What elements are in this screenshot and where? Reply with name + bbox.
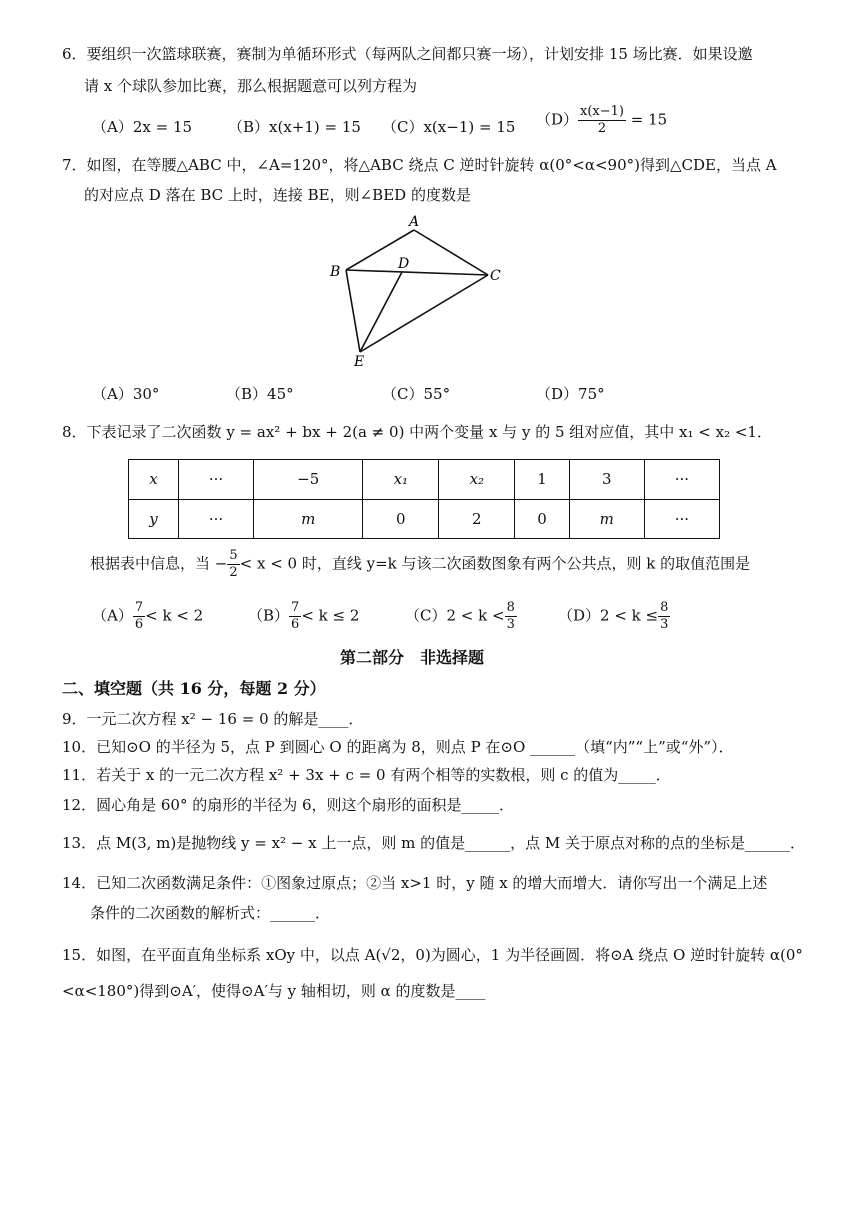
table-cell: m (569, 499, 644, 539)
q8-line2-pre: 根据表中信息，当 − (90, 554, 228, 573)
q8-line2-post: < x < 0 时，直线 y=k 与该二次函数图象有两个公共点，则 k 的取值范围是 (239, 554, 751, 573)
q15-line1: 15．如图，在平面直角坐标系 xOy 中，以点 A(√2，0)为圆心，1 为半径画圆．将⊙A 绕点 O 逆时针旋转 α(0° (62, 946, 803, 964)
q15-line2: <α<180°)得到⊙A′，使得⊙A′与 y 轴相切，则 α 的度数是____ (62, 982, 486, 1000)
point-label-c: C (490, 268, 501, 284)
option-fraction (289, 600, 301, 633)
option-fraction (133, 600, 145, 633)
fraction-numerator: 8 (506, 600, 515, 615)
table-cell: −5 (254, 460, 363, 500)
q8-value-table (128, 459, 720, 539)
q13: 13．点 M(3, m)是抛物线 y = x² − x 上一点，则 m 的值是______，点 M 关于原点对称的点的坐标是______． (62, 834, 806, 852)
table-cell: x (129, 460, 179, 500)
table-cell: y (129, 499, 179, 539)
fraction-numerator: 7 (291, 600, 300, 615)
q8-option-d (558, 600, 670, 633)
option-fraction (658, 600, 670, 633)
segment-ce (360, 275, 488, 352)
fraction-numerator: 7 (134, 600, 144, 615)
fraction-denominator: 3 (660, 617, 669, 632)
table-cell: ··· (178, 499, 253, 539)
fraction-denominator: 6 (291, 617, 300, 632)
fraction-numerator: 8 (660, 600, 669, 615)
q6-option-b: （B）x(x+1) = 15 (228, 118, 361, 136)
table-cell: ··· (178, 460, 253, 500)
q6-option-c: （C）x(x−1) = 15 (382, 118, 516, 136)
q14-line2: 条件的二次函数的解析式：______． (90, 904, 331, 922)
q7-option-a: （A）30° (92, 385, 160, 403)
q6-option-d-denominator: 2 (597, 121, 607, 136)
point-label-a: A (409, 214, 420, 230)
q6-option-d (536, 104, 667, 137)
table-cell: 2 (439, 499, 515, 539)
q11: 11．若关于 x 的一元二次方程 x² + 3x + c = 0 有两个相等的实数根，则 c 的值为_____． (62, 766, 671, 784)
segment-be (346, 270, 360, 352)
q6-option-d-numerator: x(x−1) (580, 104, 625, 119)
option-fraction (505, 600, 517, 633)
table-cell: m (254, 499, 363, 539)
q7-line1: 7．如图，在等腰△ABC 中，∠A=120°，将△ABC 绕点 C 逆时针旋转 α(0°<α<90°)得到△CDE，当点 A (62, 156, 777, 174)
option-tail: < k < 2 (145, 606, 204, 625)
table-row-y (129, 499, 720, 539)
table-cell: 0 (515, 499, 570, 539)
q6-option-d-label: （D） (536, 110, 579, 129)
q8-option-a (92, 600, 203, 633)
fraction-numerator: 5 (229, 548, 238, 563)
option-label: （C）2 < k < (405, 606, 505, 625)
table-cell: 0 (363, 499, 439, 539)
q8-line1: 8．下表记录了二次函数 y = ax² + bx + 2(a ≠ 0) 中两个变量 x 与 y 的 5 组对应值，其中 x₁ < x₂ <1． (62, 423, 772, 441)
q8-line2-fraction (227, 548, 239, 581)
q8-option-c (405, 600, 517, 633)
option-tail: < k ≤ 2 (301, 606, 360, 625)
fraction-denominator: 6 (134, 617, 144, 632)
q8-line2 (90, 548, 750, 581)
section2-title: 二、填空题（共 16 分，每题 2 分） (62, 679, 326, 698)
q7-geometry-figure (320, 212, 520, 372)
option-label: （D）2 < k ≤ (558, 606, 659, 625)
table-cell: ··· (644, 499, 719, 539)
q14-line1: 14．已知二次函数满足条件：①图象过原点；②当 x>1 时，y 随 x 的增大而增大．请你写出一个满足上述 (62, 874, 768, 892)
q6-option-d-tail: = 15 (630, 110, 668, 129)
point-label-b: B (330, 264, 341, 280)
q9: 9．一元二次方程 x² − 16 = 0 的解是____． (62, 710, 364, 728)
segment-bc (346, 270, 488, 275)
table-row-x (129, 460, 720, 500)
point-label-d: D (398, 256, 410, 272)
table-cell: x₂ (439, 460, 515, 500)
option-label: （A） (92, 606, 133, 625)
q10: 10．已知⊙O 的半径为 5，点 P 到圆心 O 的距离为 8，则点 P 在⊙O ______（填“内”“上”或“外”）． (62, 738, 734, 756)
q6-option-d-fraction (578, 104, 626, 137)
table-cell: ··· (644, 460, 719, 500)
fraction-denominator: 3 (506, 617, 515, 632)
q12: 12．圆心角是 60° 的扇形的半径为 6，则这个扇形的面积是_____． (62, 796, 515, 814)
q6-option-a: （A）2x = 15 (92, 118, 193, 136)
q8-option-b (248, 600, 359, 633)
q7-line2: 的对应点 D 落在 BC 上时，连接 BE，则∠BED 的度数是 (84, 186, 471, 204)
segment-ac (414, 230, 488, 275)
fraction-denominator: 2 (229, 565, 238, 580)
table-cell: x₁ (363, 460, 439, 500)
option-label: （B） (248, 606, 290, 625)
part2-title: 第二部分 非选择题 (340, 648, 485, 667)
q7-option-b: （B）45° (226, 385, 294, 403)
q6-line1: 6．要组织一次篮球联赛，赛制为单循环形式（每两队之间都只赛一场），计划安排 15 场比赛．如果设邀 (62, 45, 753, 63)
q7-option-d: （D）75° (536, 385, 605, 403)
table-cell: 3 (569, 460, 644, 500)
table-cell: 1 (515, 460, 570, 500)
q7-option-c: （C）55° (382, 385, 451, 403)
point-label-e: E (354, 354, 365, 370)
q6-line2: 请 x 个球队参加比赛，那么根据题意可以列方程为 (84, 77, 417, 95)
